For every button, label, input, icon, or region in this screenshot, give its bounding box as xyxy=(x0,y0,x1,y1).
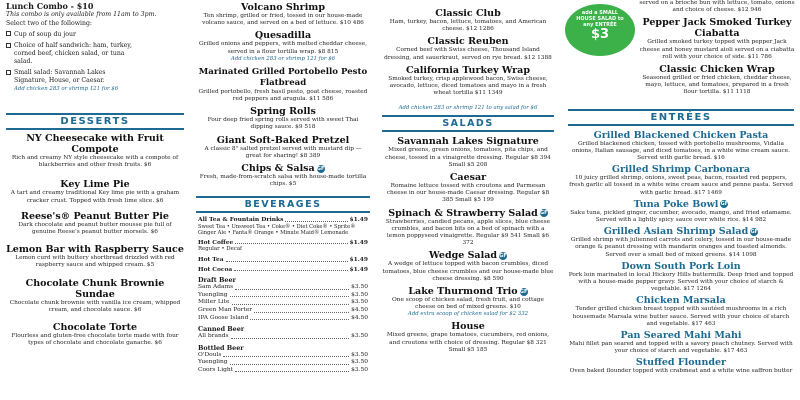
beverage-row: Miller Lite $3.50 xyxy=(198,299,368,306)
entree-name: Down South Pork Loin xyxy=(621,260,741,272)
checkbox-icon xyxy=(6,31,11,36)
beverage-row: Hot Tea $1.49 xyxy=(198,255,368,263)
starter-name: Giant Soft-Baked Pretzel xyxy=(216,134,350,146)
entree-desc: Grilled blackened chicken, tossed with portobello mushrooms, Vidalia onions, Italian sausage, and diced tomatoes, in a white wine cream sauce. Served with garlic bread. $16 xyxy=(571,140,791,162)
entree-desc: Mahi fillet pan seared and topped with a savory peach chutney. Served with your choice of starch and vegetable. $17 463 xyxy=(569,341,793,355)
column-lunch-desserts xyxy=(0,0,190,400)
dessert-item xyxy=(6,244,184,269)
salad-item xyxy=(382,208,554,248)
beverage-row: O'Douls $3.50 xyxy=(198,351,368,358)
gluten-free-icon: GF xyxy=(750,228,758,235)
sandwich-name: Classic Reuben xyxy=(427,36,509,48)
entree-name: Tuna Poke Bowl GF xyxy=(633,198,729,210)
starter-name: Marinated Grilled Portobello Pesto Flatbread xyxy=(198,66,368,88)
lunch-option: Cup of soup du jour xyxy=(6,31,186,39)
top-sandwich-desc: served on a brioche bun with lettuce, tomato, onions and choice of cheese. $12 946 xyxy=(639,0,795,14)
gluten-free-icon: GF xyxy=(540,210,548,217)
entree-item xyxy=(568,295,794,328)
desserts-heading: DESSERTS xyxy=(6,113,184,130)
entree-item xyxy=(568,226,794,259)
beverage-row: Green Man Porter $4.50 xyxy=(198,306,368,313)
salad-addon-note: Add chicken 283 or shrimp 121 to any salad for $6 xyxy=(398,105,538,112)
sandwich-item xyxy=(638,64,796,97)
entree-name: Grilled Blackened Chicken Pasta xyxy=(593,129,769,141)
canned-beer-heading: Canned Beer xyxy=(198,325,245,334)
bottled-beer-heading: Bottled Beer xyxy=(198,343,244,352)
salad-addon: Add extra scoop of chicken salad for $2 332 xyxy=(407,311,529,318)
entree-item xyxy=(568,130,794,163)
sandwich-name: Pepper Jack Smoked Turkey Ciabatta xyxy=(642,17,792,40)
beverage-row: Hot Cocoa $1.49 xyxy=(198,265,368,273)
dessert-desc: Rich and creamy NY style cheesecake with a compote of blackberries and other fresh fruits. $6 xyxy=(11,155,179,169)
lunch-option: Choice of half sandwich: ham, turkey, corned beef, chicken salad, or tuna salad. xyxy=(6,42,136,66)
starter-desc: Ten shrimp, grilled or fried, tossed in our house-made volcano sauce, and served on a bed of lettuce. $10 486 xyxy=(202,13,364,27)
salad-desc: Strawberries, candied pecans, apple slices, blue cheese crumbles, and bacon bits on a bed of spinach with a lemon poppyseed vinaigrette. Regular $9 541 Small $6 372 xyxy=(385,218,551,247)
salad-item xyxy=(382,321,554,354)
starter-item xyxy=(196,163,370,188)
entree-name: Chicken Marsala xyxy=(636,295,726,307)
dessert-name: NY Cheesecake with Fruit Compote xyxy=(26,133,164,155)
starter-name: Quesadilla xyxy=(254,30,312,42)
starter-item xyxy=(196,30,370,62)
entree-item xyxy=(568,164,794,197)
entree-desc: Tender grilled chicken breast topped with sautéed mushrooms in a rich housemade Marsala wine butter sauce. Served with your choice of starch and vegetable. $17 463 xyxy=(572,306,790,327)
dessert-item xyxy=(6,133,184,169)
starter-addon: Add chicken 283 or shrimp 121 for $6 xyxy=(230,55,336,62)
entree-desc: 10 juicy grilled shrimp, onions, sweet peas, bacon, roasted red peppers, fresh garlic all tossed in a white wine cream sauce and penne pasta. Served with garlic bread. $17 1469 xyxy=(569,175,793,196)
sandwich-name: Classic Club xyxy=(435,8,501,19)
column-sandwiches-salads xyxy=(378,0,558,400)
column-starters-beverages xyxy=(192,0,374,400)
salad-name: Lake Thurmond Trio GF xyxy=(408,286,528,298)
starter-desc: Grilled portobello, fresh basil pesto, goat cheese, roasted red peppers and arugula. $11 586 xyxy=(198,88,368,103)
sandwich-desc: Seasoned grilled or fried chicken, cheddar cheese, mayo, lettuce, and tomatoes, prepared in a fresh flour tortilla. $11 1118 xyxy=(642,75,792,96)
draft-beer-heading: Draft Beer xyxy=(198,276,236,285)
beverage-row: Hot Coffee $1.49 xyxy=(198,238,368,246)
entree-name: Grilled Shrimp Carbonara xyxy=(611,164,751,176)
salad-name: Caesar xyxy=(449,172,487,184)
dessert-item xyxy=(6,211,184,236)
entree-item xyxy=(568,199,794,224)
starter-name: Volcano Shrimp xyxy=(240,2,325,13)
beverage-row: Yuengling $3.50 xyxy=(198,359,368,366)
column-entrees xyxy=(562,0,800,400)
salads-heading: SALADS xyxy=(382,115,554,132)
entrees-heading: ENTRÉES xyxy=(568,109,794,126)
salad-desc: A wedge of lettuce topped with bacon crumbles, diced tomatoes, blue cheese crumbles and our house-made blue cheese dressing. $8 590 xyxy=(382,261,554,282)
sandwich-item xyxy=(638,17,796,61)
sandwich-desc: Corned beef with Swiss cheese, Thousand Island dressing, and sauerkraut, served on rye bread. $12 1388 xyxy=(384,47,552,61)
dessert-name: Chocolate Chunk Brownie Sundae xyxy=(25,277,165,300)
gluten-free-icon: GF xyxy=(499,252,507,259)
entree-desc: Pork loin marinated in local Hickory Hills buttermilk. Deep fried and topped with a house-made pepper gravy. Served with your choice of starch & vegetable. $17 1264 xyxy=(568,271,794,293)
beverage-row: Sam Adams $3.50 xyxy=(198,284,368,291)
dessert-desc: Chocolate chunk brownie with vanilla ice cream, whipped cream, and chocolate sauce. $6 xyxy=(9,299,181,313)
lunch-addon-note: Add chicken 283 or shrimp 121 for $6 xyxy=(14,86,119,92)
entree-desc: Saku tuna, pickled ginger, cucumber, avocado, mango, and fried edamame. Served with a lightly spicy sauce over white rice. $14 982 xyxy=(570,209,792,224)
entree-item xyxy=(568,357,794,375)
beverage-row: All brands $3.50 xyxy=(198,333,368,340)
gluten-free-icon: GF xyxy=(720,201,729,208)
dessert-desc: Flourless and gluten-free chocolate torte made with four types of chocolate and chocolate ganache. $6 xyxy=(11,333,179,347)
checkbox-icon xyxy=(6,70,11,75)
salad-desc: Mixed greens, grape tomatoes, cucumbers, red onions, and croutons with choice of dressing. Regular $8 321 Small $5 185 xyxy=(386,332,550,353)
lunch-combo-title: Lunch Combo - $10 xyxy=(6,1,94,11)
lunch-combo-note: This combo is only available from 11am to 3pm. xyxy=(6,11,157,18)
beverage-row: Coors Light $3.50 xyxy=(198,366,368,373)
beverage-row: All Tea & Fountain Drinks $1.49 xyxy=(198,216,368,224)
sandwich-desc: Ham, turkey, bacon, lettuce, tomatoes, and American cheese. $12 1286 xyxy=(389,19,547,33)
salad-item xyxy=(382,172,554,205)
salad-item xyxy=(382,250,554,283)
beverages-heading: BEVERAGES xyxy=(196,196,370,213)
dessert-desc: Lemon curd with buttery shortbread drizzled with red raspberry sauce and whipped cream. $5 xyxy=(15,255,175,269)
badge-price: $3 xyxy=(590,27,610,42)
sandwich-item xyxy=(382,65,554,98)
dessert-item xyxy=(6,278,184,314)
salad-item xyxy=(382,136,554,169)
salad-name: Wedge Salad GF xyxy=(429,250,507,262)
entree-item xyxy=(568,330,794,355)
starter-item xyxy=(196,67,370,103)
badge-text: add a SMALL HOUSE SALAD to any ENTRÉE xyxy=(576,10,624,28)
beverage-row: Yuengling $3.50 xyxy=(198,291,368,298)
entree-name: Pan Seared Mahi Mahi xyxy=(620,330,742,342)
dessert-name: Reese's® Peanut Butter Pie xyxy=(21,210,169,222)
salad-name: Savannah Lakes Signature xyxy=(397,136,539,148)
gluten-free-icon: GF xyxy=(316,165,325,172)
lunch-option: Small salad: Savannah Lakes Signature, House, or Caesar. xyxy=(6,69,136,85)
starter-item xyxy=(196,135,370,160)
beverage-sub: Regular • Decaf xyxy=(198,246,243,253)
starter-desc: Grilled onions and peppers, with melted cheddar cheese, served in a flour tortilla wrap. $8 815 xyxy=(198,41,368,55)
dessert-name: Lemon Bar with Raspberry Sauce xyxy=(6,244,184,256)
sandwich-name: Classic Chicken Wrap xyxy=(659,64,775,76)
dessert-name: Key Lime Pie xyxy=(60,179,130,191)
lunch-select-two: Select two of the following: xyxy=(6,20,93,27)
salad-name: House xyxy=(451,321,485,333)
gluten-free-icon: GF xyxy=(519,288,528,295)
sandwich-name: California Turkey Wrap xyxy=(406,64,530,76)
salad-desc: Mixed greens, green onions, tomatoes, pita chips, and cheese, tossed in a vinaigrette dressing. Regular $8 394 Small $5 208 xyxy=(385,147,551,168)
entree-name: Grilled Asian Shrimp Salad GF xyxy=(603,226,758,238)
sandwich-item xyxy=(382,36,554,61)
sandwich-desc: Grilled smoked turkey topped with pepper Jack cheese and honey mustard aioli served on a ciabatta roll with your choice of side. $11 786 xyxy=(639,39,795,60)
entree-desc: Grilled shrimp with julienned carrots and celery, tossed in our house-made orange & peanut dressing with mandarin oranges and toasted almonds. Served over a small bed of mixed greens. $14 1098 xyxy=(570,237,792,258)
starter-item xyxy=(196,106,370,131)
salad-item xyxy=(382,286,554,318)
starter-item xyxy=(196,2,370,27)
beverage-list: Sweet Tea • Unsweet Tea • Coke® • Diet Coke® • Sprite® Ginger Ale • Fanta® Orange • Minute Maid® Lemonade xyxy=(198,224,356,237)
salad-desc: Romaine lettuce tossed with croutons and Parmesan cheese in our house-made Caesar dressing. Regular $8 385 Small $5 199 xyxy=(386,183,550,204)
entree-name: Stuffed Flounder xyxy=(635,357,727,369)
dessert-item xyxy=(6,322,184,347)
starter-desc: A classic 8" salted pretzel served with mustard dip — great for sharing! $8 389 xyxy=(204,145,362,159)
sandwich-desc: Smoked turkey, crisp applewood bacon, Swiss cheese, avocado, lettuce, diced tomatoes and mayo in a fresh wheat tortilla $11 1349 xyxy=(388,75,548,97)
beverage-row: IPA Goose Island $4.50 xyxy=(198,314,368,321)
dessert-desc: A tart and creamy traditional Key lime pie with a graham cracker crust. Topped with fresh lime slice. $6 xyxy=(10,190,180,204)
entree-desc: Oven baked flounder topped with crabmeat and a white wine saffron butter xyxy=(569,368,793,375)
starter-desc: Fresh, made-from-scratch salsa with house-made tortilla chips. $5 xyxy=(199,174,367,188)
checkbox-icon xyxy=(6,43,11,48)
starter-name: Spring Rolls xyxy=(250,106,316,118)
dessert-item xyxy=(6,179,184,204)
dessert-name: Chocolate Torte xyxy=(52,322,138,334)
dessert-desc: Dark chocolate and peanut butter mousse pie full of genuine Reese's peanut butter morsels. $6 xyxy=(18,221,172,236)
entree-item xyxy=(568,261,794,294)
starter-name: Chips & Salsa GF xyxy=(241,163,325,175)
salad-name: Spinach & Strawberry Salad GF xyxy=(388,207,548,219)
sandwich-item xyxy=(382,8,554,33)
starter-desc: Four deep fried spring rolls served with sweet Thai dipping sauce. $9 518 xyxy=(207,117,359,131)
salad-desc: One scoop of chicken salad, fresh fruit, and cottage cheese on bed of mixed greens. $10 xyxy=(392,297,544,311)
